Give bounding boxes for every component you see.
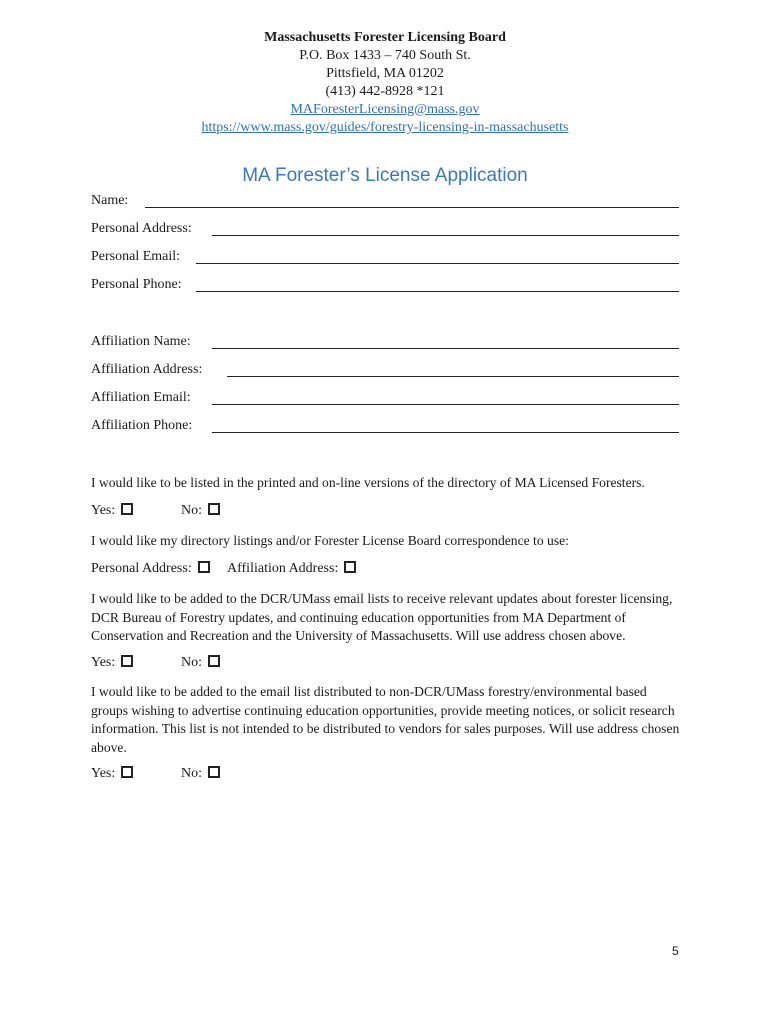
affiliation-name-field — [91, 334, 679, 354]
no-option — [181, 766, 220, 782]
personal-phone-field — [91, 277, 679, 297]
option-label: Yes: — [91, 766, 116, 781]
yes-option — [91, 655, 133, 671]
field-label: Affiliation Email: — [91, 390, 191, 405]
yes-checkbox[interactable] — [121, 503, 133, 515]
affiliation-phone-input-line[interactable] — [212, 432, 679, 433]
affiliation-phone-field — [91, 418, 679, 438]
affiliation-address-option — [227, 561, 356, 577]
org-name: Massachusetts Forester Licensing Board — [264, 30, 506, 45]
affiliation-address-field — [91, 362, 679, 382]
no-option — [181, 655, 220, 671]
phone-number: (413) 442-8928 *121 — [325, 84, 445, 99]
no-option — [181, 503, 220, 519]
no-checkbox[interactable] — [208, 655, 220, 667]
personal-address-option — [91, 561, 210, 577]
option-label: No: — [181, 655, 202, 670]
email-link[interactable]: MAForesterLicensing@mass.gov — [290, 102, 480, 117]
directory-listing-options — [91, 503, 291, 523]
option-label: Personal Address: — [91, 561, 192, 576]
option-label: Affiliation Address: — [227, 561, 339, 576]
personal-address-field — [91, 221, 679, 241]
option-label: No: — [181, 766, 202, 781]
yes-checkbox[interactable] — [121, 655, 133, 667]
yes-checkbox[interactable] — [121, 766, 133, 778]
field-label: Affiliation Address: — [91, 362, 203, 377]
field-label: Name: — [91, 193, 129, 208]
option-label: Yes: — [91, 503, 116, 518]
option-label: No: — [181, 503, 202, 518]
yes-option — [91, 503, 133, 519]
field-label: Affiliation Name: — [91, 334, 191, 349]
other-email-options — [91, 766, 291, 786]
letterhead — [0, 29, 770, 137]
city-state-zip: Pittsfield, MA 01202 — [326, 66, 444, 81]
affiliation-name-input-line[interactable] — [212, 348, 679, 349]
name-field — [91, 193, 679, 213]
affiliation-address-checkbox[interactable] — [344, 561, 356, 573]
no-checkbox[interactable] — [208, 503, 220, 515]
personal-phone-input-line[interactable] — [196, 291, 679, 292]
field-label: Personal Address: — [91, 221, 192, 236]
personal-address-input-line[interactable] — [212, 235, 679, 236]
affiliation-email-input-line[interactable] — [212, 404, 679, 405]
form-title: MA Forester’s License Application — [242, 165, 528, 186]
yes-option — [91, 766, 133, 782]
website-link[interactable]: https://www.mass.gov/guides/forestry-licensing-in-massachusetts — [201, 120, 569, 135]
address-use-options — [91, 561, 391, 581]
other-email-question: I would like to be added to the email list distributed to non-DCR/UMass forestry/environmental based groups wishing to advertise continuing education opportunities, provide meeting notices, or solicit research information. This list is not intended to be distributed to vendors for sales purposes. Will use address chosen above. — [91, 684, 680, 755]
field-label: Personal Email: — [91, 249, 181, 264]
personal-email-input-line[interactable] — [196, 263, 679, 264]
dcr-email-question: I would like to be added to the DCR/UMass email lists to receive relevant updates about forester licensing, DCR Bureau of Forestry updates, and continuing education opportunities from MA Department of Conservation and Recreation and the University of Massachusetts. Will use address chosen above. — [91, 591, 673, 643]
name-input-line[interactable] — [145, 207, 679, 208]
directory-listing-question: I would like to be listed in the printed and on-line versions of the directory of MA Licensed Foresters. — [91, 475, 645, 490]
address-use-question: I would like my directory listings and/or Forester License Board correspondence to use: — [91, 533, 569, 548]
field-label: Personal Phone: — [91, 277, 182, 292]
page-number: 5 — [672, 944, 679, 958]
personal-email-field — [91, 249, 679, 269]
po-box-address: P.O. Box 1433 – 740 South St. — [299, 48, 471, 63]
field-label: Affiliation Phone: — [91, 418, 193, 433]
personal-address-checkbox[interactable] — [198, 561, 210, 573]
affiliation-address-input-line[interactable] — [227, 376, 679, 377]
affiliation-email-field — [91, 390, 679, 410]
no-checkbox[interactable] — [208, 766, 220, 778]
option-label: Yes: — [91, 655, 116, 670]
dcr-email-options — [91, 655, 291, 675]
